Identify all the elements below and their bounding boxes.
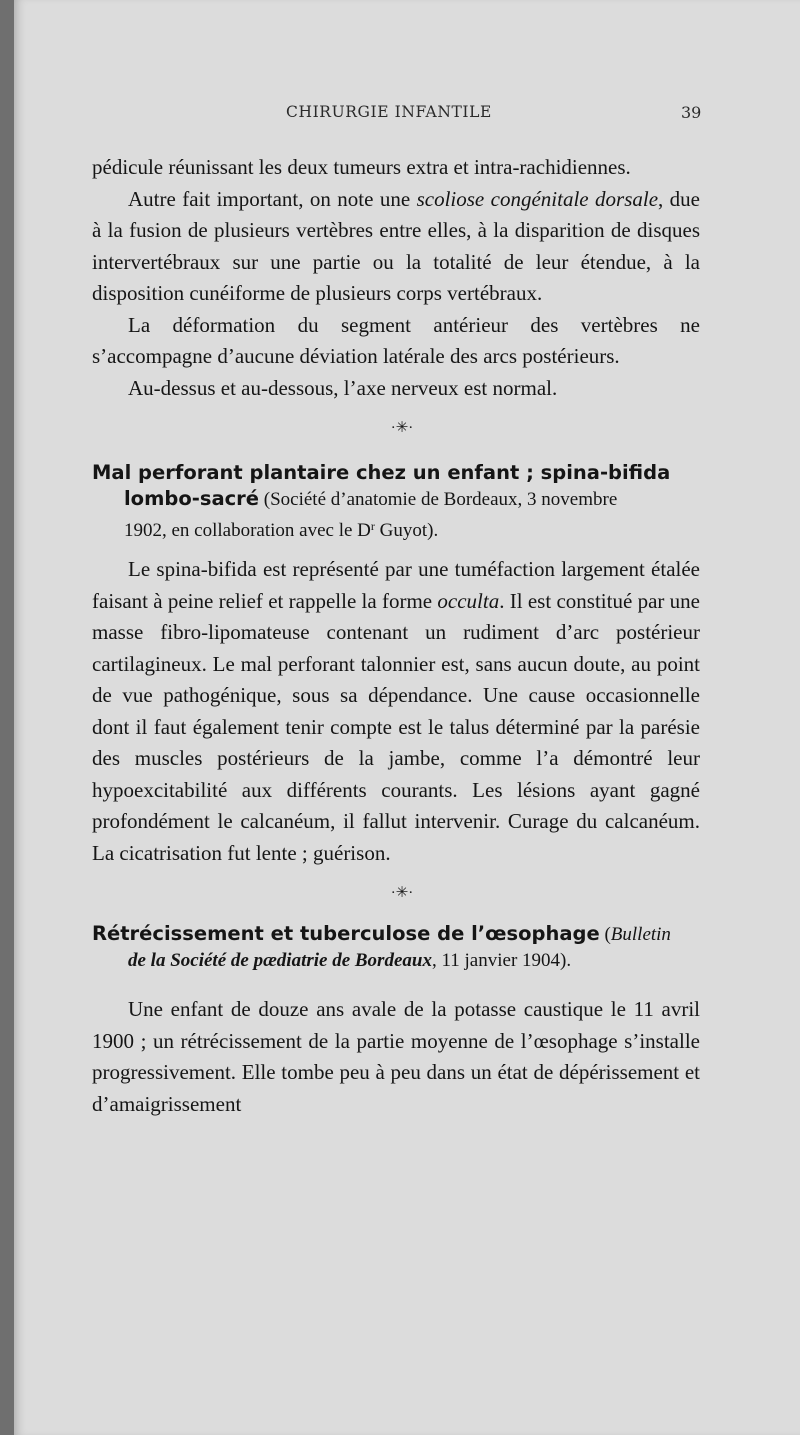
section-1-title-line1: Mal perforant plantaire chez un enfant ; spina-bifida [92,461,671,484]
section-2-meta-line [92,948,700,974]
section-2-heading [92,921,700,974]
paragraph-1-text: pédicule réunissant les deux tumeurs extra et intra-rachidiennes. [92,155,631,179]
paragraph-5-start: Le spina-bifida est représenté par une tuméfaction largement étalée faisant à peine relief et rappelle la forme [92,557,700,613]
section-1-title-line2 [92,486,700,513]
section-2-meta-em-a: Bulletin [610,924,671,945]
section-1-meta-c: Guyot). [374,520,439,541]
section-separator-1: ·✳· [390,420,414,436]
section-1-meta-line [92,513,700,544]
paragraph-3-text: La déformation du segment antérieur des vertèbres ne s’accompagne d’aucune déviation latérale des arcs postérieurs. [92,312,700,368]
paragraph-5-rest: . Il est constitué par une masse fibro-lipomateuse contenant un rudiment d’arc postérieur cartilagineux. Le mal perforant talonnier est, sans aucun doute, au point de vue pathogénique, sous sa dépendance. Une cause occasionnelle dont il faut également tenir compte est le talus déterminé par la parésie des muscles postérieurs de la jambe, comme l’a démontré leur hypoexcitabilité aux différents courants. Les lésions ayant gagné profondément le calcanéum, il fallut intervenir. Curage du calcanéum. La cicatrisation fut lente ; guérison. [92,588,700,865]
section-2-title-line [92,921,700,948]
paragraph-2 [92,184,700,310]
paragraph-2-emphasis: scoliose congénitale dorsale [416,186,659,211]
section-2-meta-b: , 11 janvier 1904). [431,950,572,971]
paragraph-4-text: Au-dessus et au-dessous, l’axe nerveux est normal. [128,375,558,400]
section-2-meta-open: ( [599,924,611,945]
section-1-title-term: lombo-sacré [124,487,260,510]
paragraph-6 [92,994,700,1120]
paragraph-6-text: Une enfant de douze ans avale de la potasse caustique le 11 avril 1900 ; un rétrécissement de la partie moyenne de l’œsophage s’installe progressivement. Elle tombe peu à peu dans un état de dépérissement et d’amaigrissement [92,997,700,1116]
section-2-meta-em-b: de la Société de pædiatrie de Bordeaux [128,950,432,971]
section-2-title: Rétrécissement et tuberculose de l’œsophage [92,922,600,945]
paragraph-1 [92,152,700,184]
page-body [92,152,700,1120]
paragraph-3 [92,310,700,373]
paragraph-2-rest: , due à la fusion de plusieurs vertèbres entre elles, à la disparition de disques intervertébraux sur une partie ou la totalité de leur étendue, à la disposition cunéiforme de plusieurs corps vertébraux. [92,186,701,305]
section-separator-2: ·✳· [390,885,414,901]
page-number: 39 [681,103,702,122]
section-1-meta-b: 1902, en collaboration avec le D [124,520,371,541]
running-head [14,103,800,127]
paragraph-5 [92,554,700,869]
running-title: CHIRURGIE INFANTILE [286,103,492,121]
paragraph-2-start: Autre fait important, on note une [128,186,417,211]
section-1-heading [92,460,700,544]
section-1-meta-sup: r [370,519,375,533]
section-1-meta-a: (Société d’anatomie de Bordeaux, 3 novembre [259,489,618,510]
paragraph-5-emphasis: occulta [437,588,500,613]
paragraph-4 [92,373,700,405]
book-page [14,0,800,1435]
